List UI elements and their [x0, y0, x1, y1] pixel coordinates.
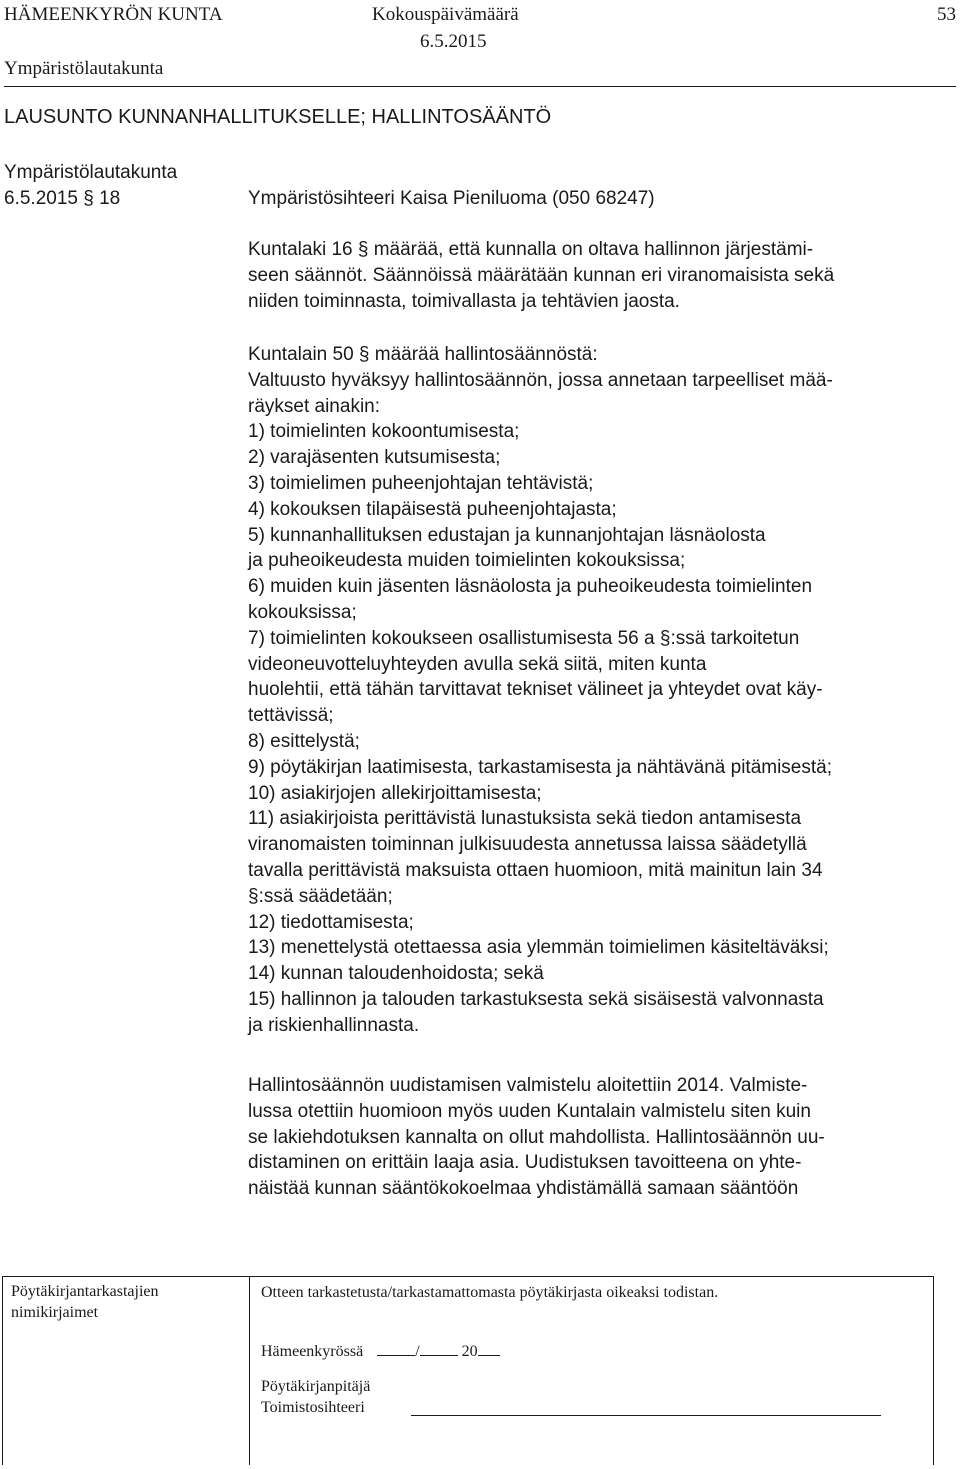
- meeting-date-section: 6.5.2015 § 18: [4, 188, 121, 209]
- footer-signers-label: Pöytäkirjantarkastajien: [11, 1283, 159, 1300]
- list-line: tavalla perittävistä maksuista ottaen huomioon, mitä mainitun lain 34: [248, 859, 823, 881]
- list-line: ja riskienhallinnasta.: [248, 1014, 420, 1036]
- footer-signers-label-2: nimikirjaimet: [11, 1304, 99, 1321]
- document-title: LAUSUNTO KUNNANHALLITUKSELLE; HALLINTOSÄÄNTÖ: [4, 106, 552, 128]
- list-line: Valtuusto hyväksyy hallintosäännön, jossa annetaan tarpeelliset mää-: [248, 369, 833, 391]
- year-blank: [478, 1339, 500, 1356]
- intro-line: niiden toiminnasta, toimivallasta ja tehtävien jaosta.: [248, 290, 680, 312]
- list-line: viranomaisten toiminnan julkisuudesta annetussa laissa säädetyllä: [248, 834, 807, 856]
- closing-line: Hallintosäännön uudistamisen valmistelu aloitettiin 2014. Valmiste-: [248, 1075, 808, 1096]
- list-line: 13) menettelystä otettaessa asia ylemmän toimielimen käsiteltäväksi;: [248, 937, 829, 959]
- closing-line: distaminen on erittäin laaja asia. Uudistuksen tavoitteena on yhte-: [248, 1152, 802, 1174]
- list-line: 7) toimielinten kokoukseen osallistumisesta 56 a §:ssä tarkoitetun: [248, 627, 800, 649]
- header-body: Ympäristölautakunta: [4, 58, 164, 79]
- signature-line: [411, 1415, 881, 1416]
- list-line: 8) esittelystä;: [248, 730, 360, 752]
- footer-place: Hämeenkyrössä: [261, 1343, 364, 1360]
- closing-line: lussa otettiin huomioon myös uuden Kuntalain valmistelu siten kuin: [248, 1100, 811, 1122]
- year-prefix: 20: [461, 1343, 478, 1360]
- closing-line: se lakiehdotuksen kannalta on ollut mahdollista. Hallintosäännön uu-: [248, 1126, 825, 1148]
- list-line: §:ssä säädetään;: [248, 885, 393, 907]
- list-line: 15) hallinnon ja talouden tarkastuksesta sekä sisäisestä valvonnasta: [248, 988, 824, 1010]
- day-blank: [377, 1339, 415, 1356]
- intro-paragraph: [248, 237, 952, 314]
- intro-line: Kuntalaki 16 § määrää, että kunnalla on oltava hallinnon järjestämi-: [248, 239, 814, 260]
- list-line: 2) varajäsenten kutsumisesta;: [248, 447, 501, 469]
- list-line: ja puheoikeudesta muiden toimielinten kokouksissa;: [248, 550, 686, 572]
- list-line: 10) asiakirjojen allekirjoittamisesta;: [248, 782, 542, 804]
- list-line: 11) asiakirjoista perittävistä lunastuksista sekä tiedon antamisesta: [248, 808, 802, 830]
- header-date: 6.5.2015: [420, 31, 487, 52]
- list-line: 6) muiden kuin jäsenten läsnäolosta ja puheoikeudesta toimielinten: [248, 576, 813, 598]
- closing-line: näistää kunnan sääntökokoelmaa yhdistämällä samaan sääntöön: [248, 1178, 799, 1200]
- list-line: videoneuvotteluyhteyden avulla sekä siitä, miten kunta: [248, 653, 707, 675]
- footer-divider: [249, 1277, 250, 1465]
- list-line: tettävissä;: [248, 705, 334, 727]
- list-line: 5) kunnanhallituksen edustajan ja kunnanjohtajan läsnäolosta: [248, 524, 766, 546]
- list-line: 12) tiedottamisesta;: [248, 911, 414, 933]
- footer-secretary-title: Toimistosihteeri: [261, 1399, 365, 1416]
- page-number: 53: [937, 4, 956, 25]
- intro-line: seen säännöt. Säännöissä määrätään kunnan eri viranomaisista sekä: [248, 264, 835, 286]
- list-line: 14) kunnan taloudenhoidosta; sekä: [248, 963, 544, 985]
- list-line: 4) kokouksen tilapäisestä puheenjohtajasta;: [248, 498, 617, 520]
- date-separator: /: [415, 1343, 420, 1360]
- list-line: 3) toimielimen puheenjohtajan tehtävistä;: [248, 472, 594, 494]
- header-organization: HÄMEENKYRÖN KUNTA: [4, 4, 223, 25]
- header-date-label: Kokouspäivämäärä: [372, 4, 519, 25]
- footer-certification: Otteen tarkastetusta/tarkastamattomasta pöytäkirjasta oikeaksi todistan.: [261, 1284, 719, 1301]
- meeting-presenter: Ympäristösihteeri Kaisa Pieniluoma (050 68247): [248, 188, 655, 209]
- footer-place-date: [261, 1339, 500, 1362]
- regulation-list: [248, 342, 952, 1039]
- footer-secretary-label: Pöytäkirjanpitäjä: [261, 1378, 371, 1395]
- list-line: 9) pöytäkirjan laatimisesta, tarkastamisesta ja nähtävänä pitämisestä;: [248, 756, 832, 778]
- list-line: 1) toimielinten kokoontumisesta;: [248, 421, 520, 443]
- list-line: Kuntalain 50 § määrää hallintosäännöstä:: [248, 344, 598, 365]
- footer-signature-box: [2, 1276, 934, 1465]
- list-line: räykset ainakin:: [248, 395, 381, 417]
- list-line: kokouksissa;: [248, 601, 357, 623]
- list-line: huolehtii, että tähän tarvittavat tekniset välineet ja yhteydet ovat käy-: [248, 679, 823, 701]
- month-blank: [420, 1339, 458, 1356]
- meeting-body: Ympäristölautakunta: [4, 162, 178, 183]
- closing-paragraph: [248, 1073, 952, 1202]
- header-divider: [4, 86, 956, 87]
